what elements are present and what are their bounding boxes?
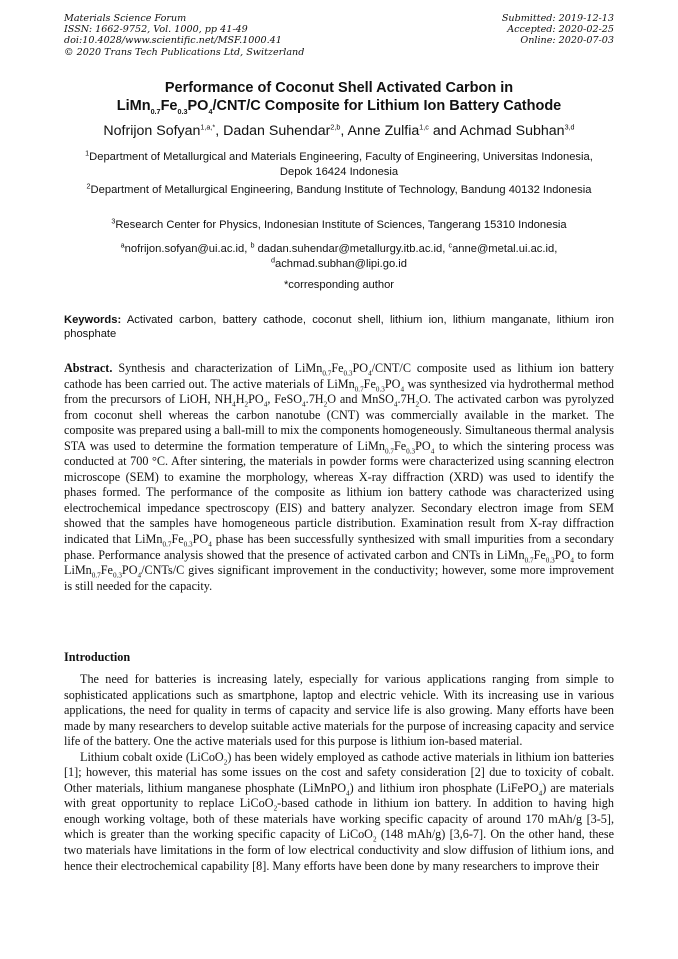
- author-emails: $^a$nofrijon.sofyan@ui.ac.id, $^b$ dadan.suhendar@metallurgy.itb.ac.id, $^c$anne@metal.ui.ac.id, $^d$achmad.subhan@lipi.go.id: [120, 240, 558, 270]
- affiliation-3: $^3$Research Center for Physics, Indonesian Institute of Sciences, Tangerang 15310 Indonesia: [111, 216, 567, 231]
- author-list: Nofrijon Sofyan$^{1,a,*}$, Dadan Suhendar$^{2,b}$, Anne Zulfia$^{1,c}$ and Achmad Subhan$^{3,d}$: [103, 122, 575, 139]
- author-name: Achmad Subhan: [459, 123, 565, 139]
- paragraph: The need for batteries is increasing lately, especially for various applications ranging from simple to sophisticated applications such as smartphone, laptop and electric vehicle. With its increasing use in various applications, the need for quality in terms of capacity and service life is also growing. Many efforts have been made by many researchers to develop suitable active materials for the purpose of increasing capacity and service life of the battery. One the active materials used for this purpose is lithium ion-based material.: [64, 672, 614, 749]
- journal-doi: doi:10.4028/www.scientific.net/MSF.1000.41: [64, 35, 282, 47]
- paper-title: [0, 80, 678, 115]
- publication-dates: [502, 13, 614, 47]
- affiliation-1: $^1$Department of Metallurgical and Materials Engineering, Faculty of Engineering, Universitas Indonesia, Depok 16424 Indonesia: [85, 148, 593, 178]
- keywords: [64, 313, 614, 342]
- section-heading-introduction: Introduction: [64, 650, 131, 664]
- keywords-text: Activated carbon, battery cathode, coconut shell, lithium ion, lithium manganate, lithium iron phosphate: [64, 314, 614, 341]
- abstract-label: Abstract.: [64, 361, 113, 375]
- journal-header: [64, 13, 304, 58]
- title-line-2: $LiMn_{0.7}Fe_{0.3}PO_4/CNT/C$ Composite for Lithium Ion Battery Cathode: [116, 97, 562, 116]
- author-name: Anne Zulfia: [347, 123, 420, 139]
- submitted-date: Submitted: 2019-12-13: [501, 13, 614, 24]
- journal-copyright: © 2020 Trans Tech Publications Ltd, Switzerland: [64, 46, 305, 58]
- journal-name: Materials Science Forum: [64, 13, 187, 24]
- journal-issn: ISSN: 1662-9752, Vol. 1000, pp 41-49: [64, 24, 248, 36]
- author-name: Nofrijon Sofyan: [103, 123, 201, 139]
- abstract: Abstract. Synthesis and characterization of $LiMn_{0.7}Fe_{0.3}PO_4/CNT/C$ composite used as lithium ion battery cathode has been carried out. The active materials of $LiMn_{0.7}Fe_{0.3}PO_4$ was synthesized via hydrothermal method from the precursors of LiOH, $NH_4H_2PO_4$, $FeSO_4.7H_2O$ and $MnSO_4.7H_2O$. The activated carbon was pyrolyzed from coconut shell whereas the carbon nanotube (CNT) was commercially available in the market. The composite was prepared using a ball-mill to mix the components homogeneously. Simultaneous thermal analysis STA was used to determine the formation temperature of $LiMn_{0.7}Fe_{0.3}PO_4$ to which the sintering process was conducted at 700 °C. After sintering, the materials in powder forms were characterized using scanning electron microscope (SEM) to examine the morphology, whereas X-ray diffraction (XRD) was used to identify the phases formed. The performance of the composite as lithium ion battery cathode was characterized using electrochemical impedance spectroscopy (EIS) and battery analyzer. Secondary electron image from SEM showed that the samples have homogeneous particle distribution. Examination result from X-ray diffraction indicated that $LiMn_{0.7}Fe_{0.3}PO_4$ phase has been successfully synthesized with small impurities from a secondary phase. Performance analysis showed that the presence of activated carbon and CNTs in $LiMn_{0.7}Fe_{0.3}PO_4$ to form $LiMn_{0.7}Fe_{0.3}PO_4/CNTs/C$ gives significant improvement in the conductivity; however, some more improvement is still needed for the capacity.: [64, 361, 615, 593]
- keywords-label: Keywords:: [64, 314, 122, 326]
- introduction-body: [64, 672, 614, 874]
- affiliation-2: $^2$Department of Metallurgical Engineering, Bandung Institute of Technology, Bandung 40132 Indonesia: [86, 181, 592, 196]
- paragraph: Lithium cobalt oxide (LiCoO$_2$) has been widely employed as cathode active materials in lithium ion batteries [1]; however, this material has some issues on the cost and safety consideration [2] due to toxicity of cobalt. Other materials, lithium manganese phosphate (LiMnPO$_4$) and lithium iron phosphate (LiFePO$_4$) are materials with great opportunity to replace LiCoO$_2$-based cathode in lithium ion battery. In addition to having high enough working voltage, both of these materials have working specific capacity of around 170 mAh/g [3-5], which is greater than the working specific capacity of LiCoO$_2$ (148 mAh/g) [3,6-7]. On the other hand, these two materials have limitations in the form of low electrical conductivity and slow diffusion of lithium ions, and hence their electrochemical capability [8]. Many efforts have been done by many researchers to improve their: [64, 749, 614, 873]
- title-line-1: Performance of Coconut Shell Activated Carbon in: [164, 80, 514, 96]
- accepted-date: Accepted: 2020-02-25: [507, 24, 614, 36]
- online-date: Online: 2020-07-03: [520, 35, 614, 47]
- author-name: Dadan Suhendar: [223, 123, 331, 139]
- corresponding-author-note: *corresponding author: [283, 279, 395, 291]
